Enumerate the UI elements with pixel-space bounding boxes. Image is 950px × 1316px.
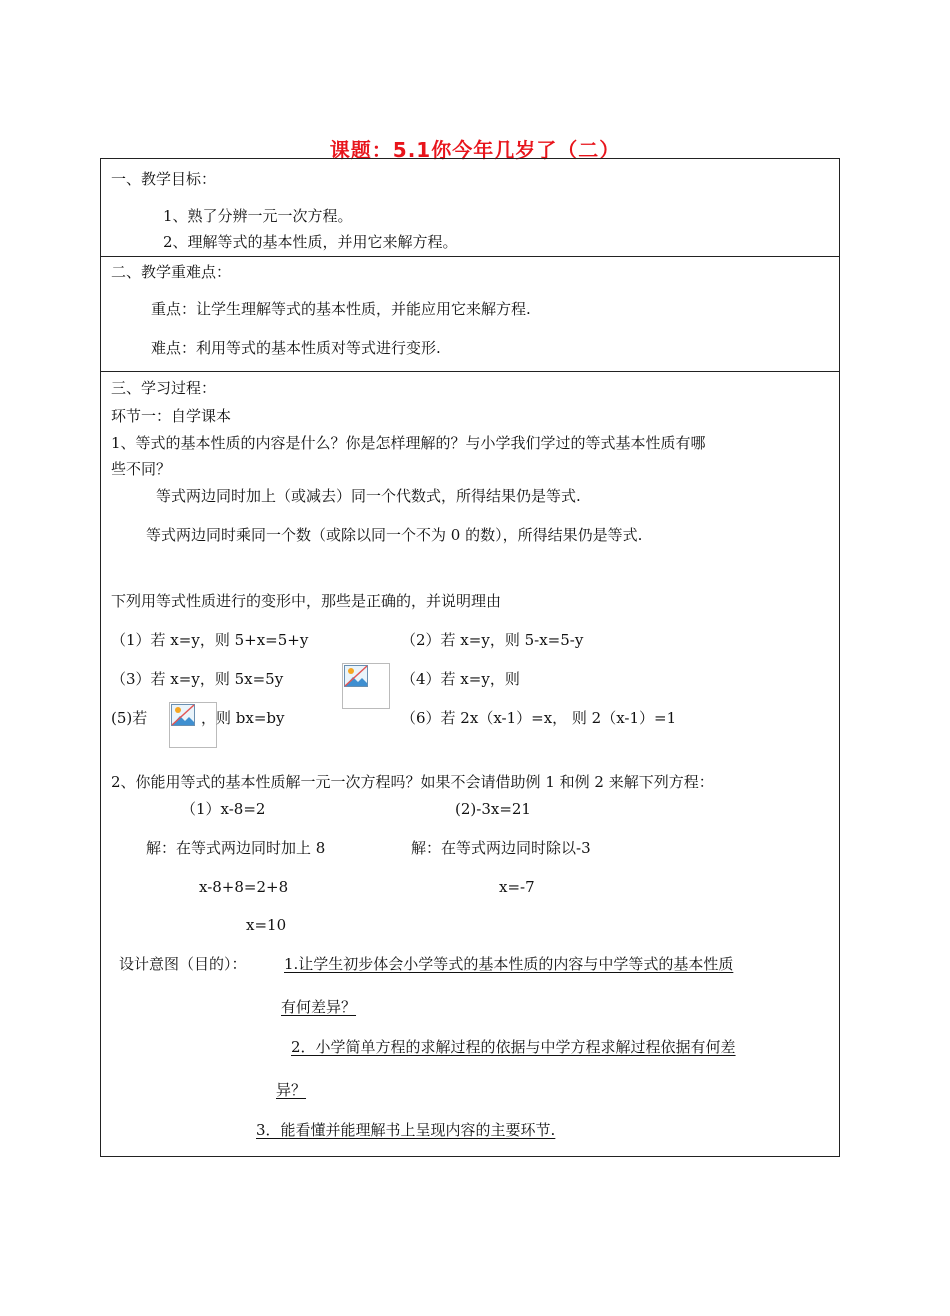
design-intent-3: 3．能看懂并能理解书上呈现内容的主要环节. [256, 1121, 556, 1139]
solution-2-step-1: x=-7 [499, 878, 535, 896]
solution-2-label: 解：在等式两边同时除以-3 [411, 839, 591, 857]
question-1-line-2: 些不同？ [111, 460, 172, 478]
exercise-4: （4）若 x=y，则 [401, 670, 520, 688]
image-placeholder-icon [342, 663, 390, 709]
property-1: 等式两边同时加上（或减去）同一个代数式，所得结果仍是等式. [156, 487, 581, 505]
design-intent-1-cont: 有何差异？ [281, 998, 357, 1016]
page-title: 课题：5.1你今年几岁了（二） [329, 138, 621, 162]
goal-item: 1、熟了分辨一元一次方程。 [163, 207, 353, 225]
exercise-1: （1）若 x=y，则 5+x=5+y [111, 631, 309, 649]
exercise-3: （3）若 x=y，则 5x=5y [111, 670, 284, 688]
section-learning-process [100, 371, 840, 1157]
solution-1-label: 解：在等式两边同时加上 8 [146, 839, 326, 857]
goal-item: 2、理解等式的基本性质，并用它来解方程。 [163, 233, 458, 251]
design-intent-2-cont: 异？ [276, 1081, 307, 1099]
solution-1-step-2: x=10 [246, 916, 287, 934]
question-2: 2、你能用等式的基本性质解一元一次方程吗？如果不会请借助例 1 和例 2 来解下列方程： [111, 773, 714, 791]
section-heading: 三、学习过程： [111, 379, 217, 397]
question-1-line-1: 1、等式的基本性质的内容是什么？你是怎样理解的？与小学我们学过的等式基本性质有哪 [111, 434, 706, 452]
design-intent-label: 设计意图（目的）： [119, 955, 247, 973]
exercise-6: （6）若 2x（x-1）=x， 则 2（x-1）=1 [401, 709, 677, 727]
equation-2: (2)-3x=21 [455, 800, 531, 818]
property-2: 等式两边同时乘同一个数（或除以同一个不为 0 的数），所得结果仍是等式. [146, 526, 643, 544]
section-heading: 二、教学重难点： [111, 263, 232, 281]
section-teaching-goals [100, 158, 840, 257]
exercise-5-suffix: ，则 bx=by [201, 709, 285, 727]
design-intent-1: 1.让学生初步体会小学等式的基本性质的内容与中学等式的基本性质 [284, 955, 734, 973]
design-intent-2: 2．小学简单方程的求解过程的依据与中学方程求解过程依据有何差 [291, 1038, 736, 1056]
exercise-5-prefix: (5)若 [111, 709, 148, 727]
section-key-points [100, 256, 840, 372]
key-point: 重点：让学生理解等式的基本性质，并能应用它来解方程. [151, 300, 531, 318]
step-label: 环节一：自学课本 [111, 407, 232, 425]
section-heading: 一、教学目标： [111, 170, 217, 188]
exercise-intro: 下列用等式性质进行的变形中，那些是正确的，并说明理由 [111, 592, 502, 610]
exercise-2: （2）若 x=y，则 5-x=5-y [401, 631, 584, 649]
difficult-point: 难点：利用等式的基本性质对等式进行变形. [151, 339, 441, 357]
equation-1: （1）x-8=2 [181, 800, 266, 818]
solution-1-step-1: x-8+8=2+8 [199, 878, 289, 896]
